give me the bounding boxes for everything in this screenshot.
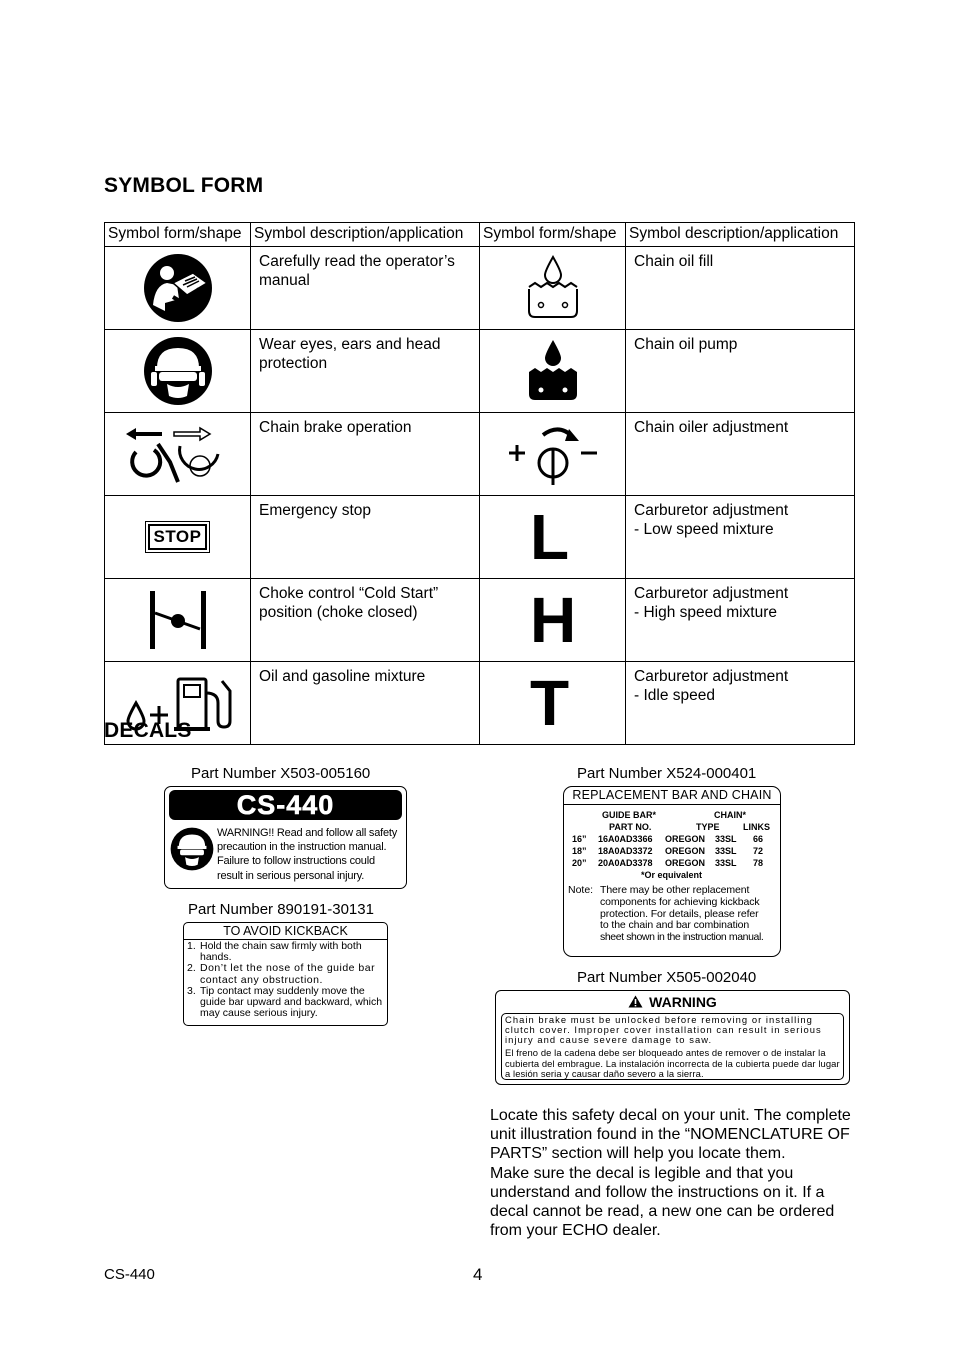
list-item: 1. Hold the chain saw firmly with both hands. <box>187 940 362 964</box>
paragraph: Locate this safety decal on your unit. The complete unit illustration found in the “NOMENCLATURE OF PARTS” section will help you locate them. <box>490 1107 851 1163</box>
cs440-warning-text: WARNING!! Read and follow all safety precaution in the instruction manual. Failure to follow instructions could result in serious personal injury. <box>217 827 398 882</box>
header-cell: Symbol description/application <box>251 223 480 247</box>
protection-gear-icon <box>143 336 213 406</box>
chain-oil-pump-icon <box>523 338 583 404</box>
paragraph: Make sure the decal is legible and that you understand and follow the instructions on it. If a decal cannot be read, a new one can be ordered from your ECHO dealer. <box>490 1164 835 1240</box>
part-number-kickback: Part Number 890191-30131 <box>188 901 374 918</box>
chain-oil-fill-icon <box>523 255 583 321</box>
instruction-text <box>490 1106 854 1240</box>
part-number-warning: Part Number X505-002040 <box>577 969 757 986</box>
symbol-description: Carefully read the operator’s manual <box>251 247 480 330</box>
part-number-cs440: Part Number X503-005160 <box>191 765 371 782</box>
symbol-description: Chain oil fill <box>626 247 855 330</box>
symbol-description: Oil and gasoline mixture <box>251 662 480 745</box>
model-banner <box>169 790 402 820</box>
table-row: 20” 20A0AD3378 OREGON 33SL 78 <box>572 858 764 868</box>
page-number: 4 <box>473 1265 483 1284</box>
symbol-description: Carburetor adjustment - High speed mixture <box>626 579 855 662</box>
table-row: 16” 16A0AD3366 OREGON 33SL 66 <box>572 834 764 844</box>
letter-h-icon: H <box>530 584 577 656</box>
chain-brake-icon <box>122 422 234 486</box>
warning-text-box <box>501 1013 844 1080</box>
symbol-table <box>104 222 855 745</box>
header-cell: Symbol description/application <box>626 223 855 247</box>
choke-icon <box>146 589 210 651</box>
table-row: 18” 18A0AD3372 OREGON 33SL 72 <box>572 846 764 856</box>
cs440-decal <box>164 786 407 889</box>
table-row <box>105 330 855 413</box>
warning-title: WARNING <box>649 994 717 1010</box>
kickback-decal <box>183 922 388 1026</box>
model-name: CS-440 <box>236 790 335 820</box>
replacement-title: REPLACEMENT BAR AND CHAIN <box>564 787 780 805</box>
replacement-decal <box>563 786 781 957</box>
decals-heading: DECALS <box>104 719 192 742</box>
table-row <box>105 247 855 330</box>
symbol-description: Chain oil pump <box>626 330 855 413</box>
warning-english: Chain brake must be unlocked before removing or installing clutch cover. Improper cover installation can result in serious injury and cause severe damage to saw. <box>505 1014 822 1045</box>
stop-label: STOP <box>148 524 208 550</box>
stop-icon <box>145 521 211 553</box>
symbol-table-header <box>105 223 855 247</box>
table-row <box>105 579 855 662</box>
letter-t-icon: T <box>530 667 570 739</box>
symbol-description: Chain oiler adjustment <box>626 413 855 496</box>
symbol-description: Emergency stop <box>251 496 480 579</box>
letter-l-icon: L <box>530 501 570 573</box>
table-row <box>105 662 855 745</box>
table-row <box>105 413 855 496</box>
symbol-description: Wear eyes, ears and head protection <box>251 330 480 413</box>
replacement-note: Note: There may be other replacement components for achieving kickback protection. For details, please refer to the chain and bar combination sheet shown in the instruction manual. <box>568 884 764 944</box>
warning-decal <box>495 990 850 1085</box>
footer-model: CS-440 <box>104 1266 155 1283</box>
warning-spanish: El freno de la cadena debe ser bloqueado antes de remover o de instalar la cubierta del embrague. La instalación incorrecta de la cubierta puede dar lugar a lesión seria y causar daño severo a la sierra. <box>505 1047 840 1080</box>
oiler-adjustment-icon <box>503 421 603 487</box>
kickback-title: TO AVOID KICKBACK <box>184 923 387 940</box>
symbol-description: Carburetor adjustment - Idle speed <box>626 662 855 745</box>
warning-header <box>496 991 849 1013</box>
protection-gear-icon <box>170 827 214 871</box>
symbol-description: Choke control “Cold Start” position (choke closed) <box>251 579 480 662</box>
part-number-replacement: Part Number X524-000401 <box>577 765 757 782</box>
header-cell: Symbol form/shape <box>105 223 251 247</box>
read-manual-icon <box>143 253 213 323</box>
symbol-description: Carburetor adjustment - Low speed mixture <box>626 496 855 579</box>
warning-triangle-icon <box>628 995 643 1008</box>
symbol-description: Chain brake operation <box>251 413 480 496</box>
symbol-form-heading: SYMBOL FORM <box>104 174 264 197</box>
kickback-list <box>184 940 387 1020</box>
table-row <box>105 496 855 579</box>
list-item: 2. Don’t let the nose of the guide bar contact any obstruction. <box>187 962 376 986</box>
replacement-table: GUIDE BAR* CHAIN* PART NO. TYPE LINKS 16” 16A0AD3366 OREGON 33SL 66 18” 18A0AD3372 OREGON 33SL 72 20” 20A0AD3378 OREGON 33SL 78 *Or equivalent <box>572 810 770 880</box>
header-cell: Symbol form/shape <box>480 223 626 247</box>
list-item: 3. Tip contact may suddenly move the guide bar upward and backward, which may cause serious injury. <box>187 984 383 1020</box>
